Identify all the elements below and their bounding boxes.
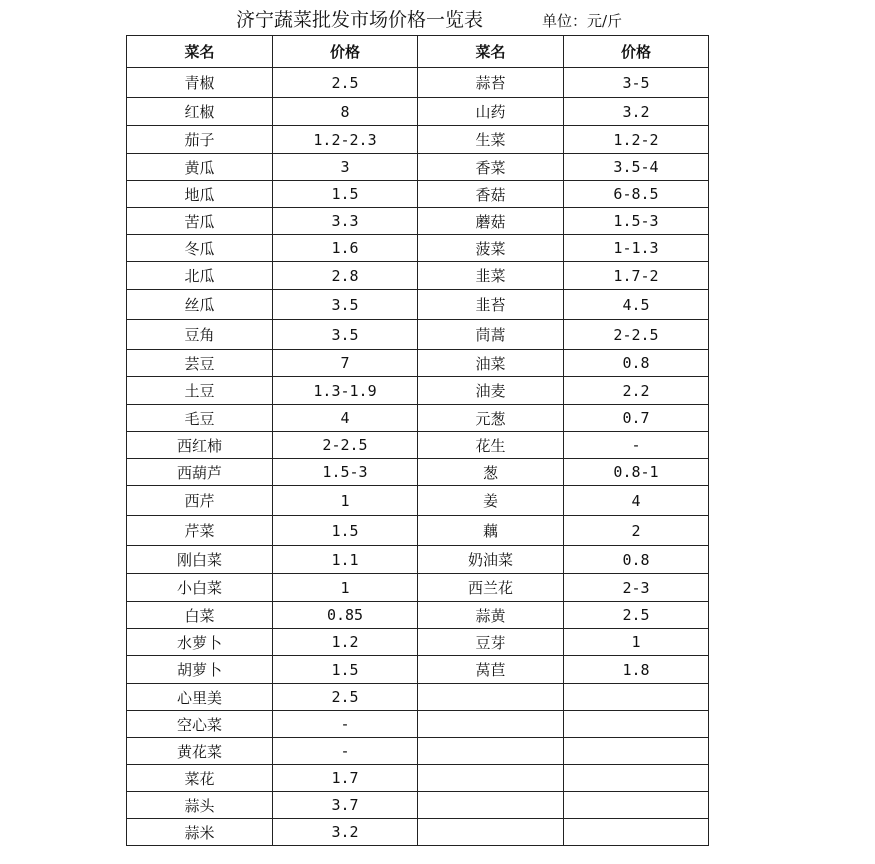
veg-name-left: 西葫芦 xyxy=(127,459,273,486)
veg-name-right: 蒜黄 xyxy=(418,602,564,629)
title-line xyxy=(0,6,875,34)
veg-price-right xyxy=(564,711,709,738)
veg-name-left: 西芹 xyxy=(127,486,273,516)
veg-price-right: 3.2 xyxy=(564,98,709,126)
veg-name-left: 西红柿 xyxy=(127,432,273,459)
veg-name-left: 小白菜 xyxy=(127,574,273,602)
veg-name-left: 刚白菜 xyxy=(127,546,273,574)
veg-price-left: 1.5 xyxy=(273,181,418,208)
veg-name-right: 油菜 xyxy=(418,350,564,377)
veg-price-left: - xyxy=(273,738,418,765)
veg-price-left: 2-2.5 xyxy=(273,432,418,459)
table-row xyxy=(127,350,709,377)
table-row xyxy=(127,377,709,405)
veg-price-right: 1 xyxy=(564,629,709,656)
table-row xyxy=(127,602,709,629)
veg-price-left: 1.5-3 xyxy=(273,459,418,486)
veg-price-right: 3.5-4 xyxy=(564,154,709,181)
veg-price-right: 1.2-2 xyxy=(564,126,709,154)
table-row xyxy=(127,546,709,574)
veg-price-left: 2.5 xyxy=(273,68,418,98)
veg-name-right: 豆芽 xyxy=(418,629,564,656)
veg-name-left: 豆角 xyxy=(127,320,273,350)
table-row xyxy=(127,154,709,181)
veg-name-left: 地瓜 xyxy=(127,181,273,208)
veg-price-left: 1.7 xyxy=(273,765,418,792)
veg-price-right: 4 xyxy=(564,486,709,516)
veg-name-left: 胡萝卜 xyxy=(127,656,273,684)
veg-price-right xyxy=(564,738,709,765)
veg-price-left: 1.6 xyxy=(273,235,418,262)
veg-name-right: 藕 xyxy=(418,516,564,546)
table-row xyxy=(127,208,709,235)
header-price-1: 价格 xyxy=(273,36,418,68)
veg-price-left: 1 xyxy=(273,486,418,516)
veg-name-right xyxy=(418,792,564,819)
table-row xyxy=(127,792,709,819)
veg-name-right: 香菜 xyxy=(418,154,564,181)
veg-name-left: 黄花菜 xyxy=(127,738,273,765)
unit-label: 单位：元/斤 xyxy=(542,12,623,30)
veg-price-right: 2 xyxy=(564,516,709,546)
veg-price-left: 1.5 xyxy=(273,516,418,546)
table-row xyxy=(127,574,709,602)
veg-price-right: 0.8-1 xyxy=(564,459,709,486)
table-row xyxy=(127,459,709,486)
table-row xyxy=(127,181,709,208)
veg-price-right: - xyxy=(564,432,709,459)
veg-price-right: 2.2 xyxy=(564,377,709,405)
header-row xyxy=(127,36,709,68)
veg-name-right xyxy=(418,765,564,792)
table-row xyxy=(127,432,709,459)
veg-price-left: 4 xyxy=(273,405,418,432)
veg-price-right xyxy=(564,819,709,846)
veg-name-left: 蒜米 xyxy=(127,819,273,846)
veg-name-right: 元葱 xyxy=(418,405,564,432)
veg-name-left: 苦瓜 xyxy=(127,208,273,235)
veg-name-left: 土豆 xyxy=(127,377,273,405)
veg-price-right xyxy=(564,684,709,711)
veg-price-right: 2-2.5 xyxy=(564,320,709,350)
table-body xyxy=(127,68,709,846)
table-row xyxy=(127,486,709,516)
veg-name-right: 莴苣 xyxy=(418,656,564,684)
veg-price-left: 1.5 xyxy=(273,656,418,684)
header-name-1: 菜名 xyxy=(127,36,273,68)
veg-name-left: 毛豆 xyxy=(127,405,273,432)
veg-name-left: 白菜 xyxy=(127,602,273,629)
veg-name-right: 奶油菜 xyxy=(418,546,564,574)
veg-price-right: 1.8 xyxy=(564,656,709,684)
table-row xyxy=(127,405,709,432)
veg-name-left: 北瓜 xyxy=(127,262,273,290)
veg-name-right xyxy=(418,738,564,765)
veg-price-left: 3 xyxy=(273,154,418,181)
veg-name-right: 韭菜 xyxy=(418,262,564,290)
veg-price-right: 0.8 xyxy=(564,350,709,377)
veg-name-left: 心里美 xyxy=(127,684,273,711)
veg-name-right: 山药 xyxy=(418,98,564,126)
veg-price-right: 6-8.5 xyxy=(564,181,709,208)
table-row xyxy=(127,684,709,711)
veg-name-right: 花生 xyxy=(418,432,564,459)
veg-price-right xyxy=(564,765,709,792)
veg-price-left: 2.5 xyxy=(273,684,418,711)
veg-name-left: 红椒 xyxy=(127,98,273,126)
veg-name-right: 生菜 xyxy=(418,126,564,154)
table-row xyxy=(127,320,709,350)
veg-price-left: 3.7 xyxy=(273,792,418,819)
veg-price-right: 3-5 xyxy=(564,68,709,98)
header-price-2: 价格 xyxy=(564,36,709,68)
table-row xyxy=(127,765,709,792)
veg-price-right: 1.5-3 xyxy=(564,208,709,235)
veg-name-right: 葱 xyxy=(418,459,564,486)
veg-price-right: 2.5 xyxy=(564,602,709,629)
veg-name-left: 菜花 xyxy=(127,765,273,792)
table-row xyxy=(127,656,709,684)
veg-price-right: 1-1.3 xyxy=(564,235,709,262)
veg-name-left: 茄子 xyxy=(127,126,273,154)
veg-price-left: 3.5 xyxy=(273,320,418,350)
veg-name-right: 油麦 xyxy=(418,377,564,405)
veg-name-right: 姜 xyxy=(418,486,564,516)
veg-price-left: 8 xyxy=(273,98,418,126)
veg-price-left: 1 xyxy=(273,574,418,602)
veg-price-right: 1.7-2 xyxy=(564,262,709,290)
veg-name-right: 西兰花 xyxy=(418,574,564,602)
page-title: 济宁蔬菜批发市场价格一览表 xyxy=(236,9,484,31)
veg-price-right: 4.5 xyxy=(564,290,709,320)
table-row xyxy=(127,262,709,290)
veg-price-left: 1.3-1.9 xyxy=(273,377,418,405)
veg-name-left: 芸豆 xyxy=(127,350,273,377)
table-row xyxy=(127,126,709,154)
table-row xyxy=(127,68,709,98)
veg-price-left: 3.3 xyxy=(273,208,418,235)
veg-name-right: 韭苔 xyxy=(418,290,564,320)
veg-price-left: 3.5 xyxy=(273,290,418,320)
table-row xyxy=(127,629,709,656)
veg-name-left: 青椒 xyxy=(127,68,273,98)
veg-name-right: 香菇 xyxy=(418,181,564,208)
veg-price-right: 0.7 xyxy=(564,405,709,432)
veg-name-right xyxy=(418,684,564,711)
veg-price-right: 0.8 xyxy=(564,546,709,574)
table-row xyxy=(127,98,709,126)
veg-name-right: 蘑菇 xyxy=(418,208,564,235)
veg-name-left: 水萝卜 xyxy=(127,629,273,656)
table-row xyxy=(127,738,709,765)
veg-price-right: 2-3 xyxy=(564,574,709,602)
veg-price-left: 1.2 xyxy=(273,629,418,656)
veg-price-right xyxy=(564,792,709,819)
veg-price-left: 7 xyxy=(273,350,418,377)
veg-name-left: 丝瓜 xyxy=(127,290,273,320)
table-row xyxy=(127,290,709,320)
veg-price-left: 1.1 xyxy=(273,546,418,574)
table-row xyxy=(127,819,709,846)
veg-name-left: 蒜头 xyxy=(127,792,273,819)
veg-name-left: 冬瓜 xyxy=(127,235,273,262)
veg-price-left: 1.2-2.3 xyxy=(273,126,418,154)
table-row xyxy=(127,516,709,546)
veg-name-right xyxy=(418,819,564,846)
table-row xyxy=(127,711,709,738)
veg-name-right: 茼蒿 xyxy=(418,320,564,350)
header-name-2: 菜名 xyxy=(418,36,564,68)
veg-name-left: 黄瓜 xyxy=(127,154,273,181)
veg-name-left: 空心菜 xyxy=(127,711,273,738)
table-row xyxy=(127,235,709,262)
veg-price-left: - xyxy=(273,711,418,738)
veg-price-left: 2.8 xyxy=(273,262,418,290)
price-table xyxy=(126,35,709,846)
veg-price-left: 0.85 xyxy=(273,602,418,629)
veg-price-left: 3.2 xyxy=(273,819,418,846)
veg-name-right: 蒜苔 xyxy=(418,68,564,98)
veg-name-right: 菠菜 xyxy=(418,235,564,262)
veg-name-left: 芹菜 xyxy=(127,516,273,546)
veg-name-right xyxy=(418,711,564,738)
